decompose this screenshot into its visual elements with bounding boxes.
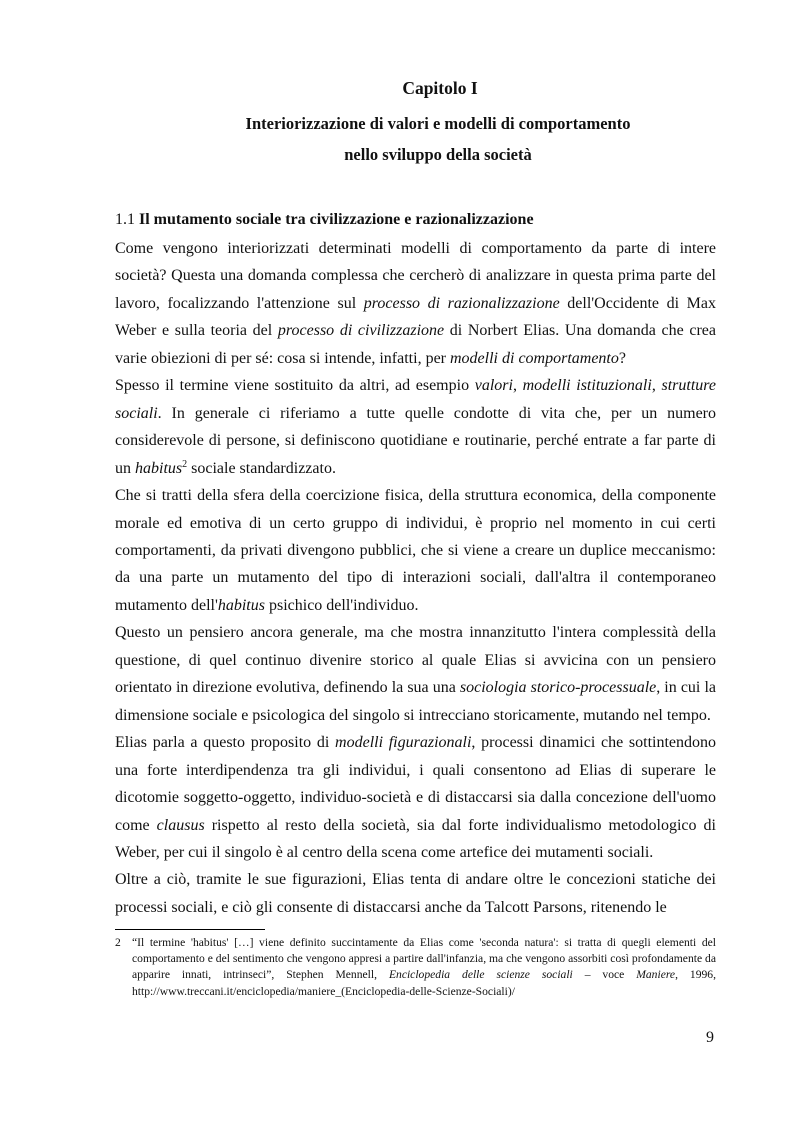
paragraph-4: Questo un pensiero ancora generale, ma che mostra innanzitutto l'intera complessità della questione, di quel continuo divenire storico al quale Elias si avvicina con un pensiero orientato in direzione evolutiva, definendo la sua una sociologia storico-processuale, in cui la dimensione sociale e psicologica del singolo si intrecciano storicamente, mutando nel tempo. bbox=[115, 624, 716, 724]
body-text bbox=[115, 235, 716, 921]
chapter-subtitle-line-1: Interiorizzazione di valori e modelli di comportamento bbox=[245, 114, 631, 133]
footnote-text: “Il termine 'habitus' […] viene definito succintamente da Elias come 'seconda natura': si tratta di quegli elementi del comportamento e del sentimento che vengono appresi a partire dall'infanzia, ma che vengono assorbiti così profondamente da apparire innati, intrinseci”, Stephen Mennell, Enciclopedia delle scienze sociali – voce Maniere, 1996, http://www.treccani.it/enciclopedia/maniere_(Enciclopedia-delle-Scienze-Sociali)/ bbox=[132, 936, 716, 998]
paragraph-3: Che si tratti della sfera della coercizione fisica, della struttura economica, della componente morale ed emotiva di un certo gruppo di individui, è proprio nel momento in cui certi comportamenti, da privati divengono pubblici, che si viene a creare un duplice meccanismo: da una parte un mutamento del tipo di interazioni sociali, dall'altra il contemporaneo mutamento dell'habitus psichico dell'individuo. bbox=[115, 487, 716, 614]
footnote-ref: 2 bbox=[182, 458, 188, 470]
paragraph-6: Oltre a ciò, tramite le sue figurazioni, Elias tenta di andare oltre le concezioni statiche dei processi sociali, e ciò gli consente di distaccarsi anche da Talcott Parsons, ritenendo le bbox=[115, 871, 716, 916]
section-number: 1.1 bbox=[115, 211, 135, 228]
section-title: Il mutamento sociale tra civilizzazione e razionalizzazione bbox=[139, 211, 534, 228]
paragraph-2: Spesso il termine viene sostituito da altri, ad esempio valori, modelli istituzionali, strutture sociali. In generale ci riferiamo a tutte quelle condotte di vita che, per un numero considerevole di persone, si definiscono quotidiane e routinarie, perché entrate a far parte di un habitus$^2$ sociale standardizzato. bbox=[115, 377, 717, 477]
page-number: 9 bbox=[706, 1029, 714, 1046]
chapter-subtitle-line-2: nello sviluppo della società bbox=[344, 145, 532, 164]
paragraph-5: Elias parla a questo proposito di modelli figurazionali, processi dinamici che sottintendono una forte interdipendenza tra gli individui, i quali consentono ad Elias di superare le dicotomie soggetto-oggetto, individuo-società e di distaccarsi sia dalla concezione dell'uomo come clausus rispetto al resto della società, sia dal forte individualismo metodologico di Weber, per cui il singolo è al centro della scena come artefice dei mutamenti sociali. bbox=[115, 734, 717, 861]
paragraph-1: Come vengono interiorizzati determinati modelli di comportamento da parte di intere società? Questa una domanda complessa che cercherò di analizzare in questa prima parte del lavoro, focalizzando l'attenzione sul processo di razionalizzazione dell'Occidente di Max Weber e sulla teoria del processo di civilizzazione di Norbert Elias. Una domanda che crea varie obiezioni di per sé: cosa si intende, infatti, per modelli di comportamento? bbox=[115, 240, 717, 367]
footnote-number: 2 bbox=[115, 936, 121, 949]
chapter-title: Capitolo I bbox=[402, 78, 478, 98]
footnote-separator bbox=[115, 929, 265, 930]
footnote bbox=[115, 935, 716, 1000]
section-heading bbox=[115, 210, 534, 230]
